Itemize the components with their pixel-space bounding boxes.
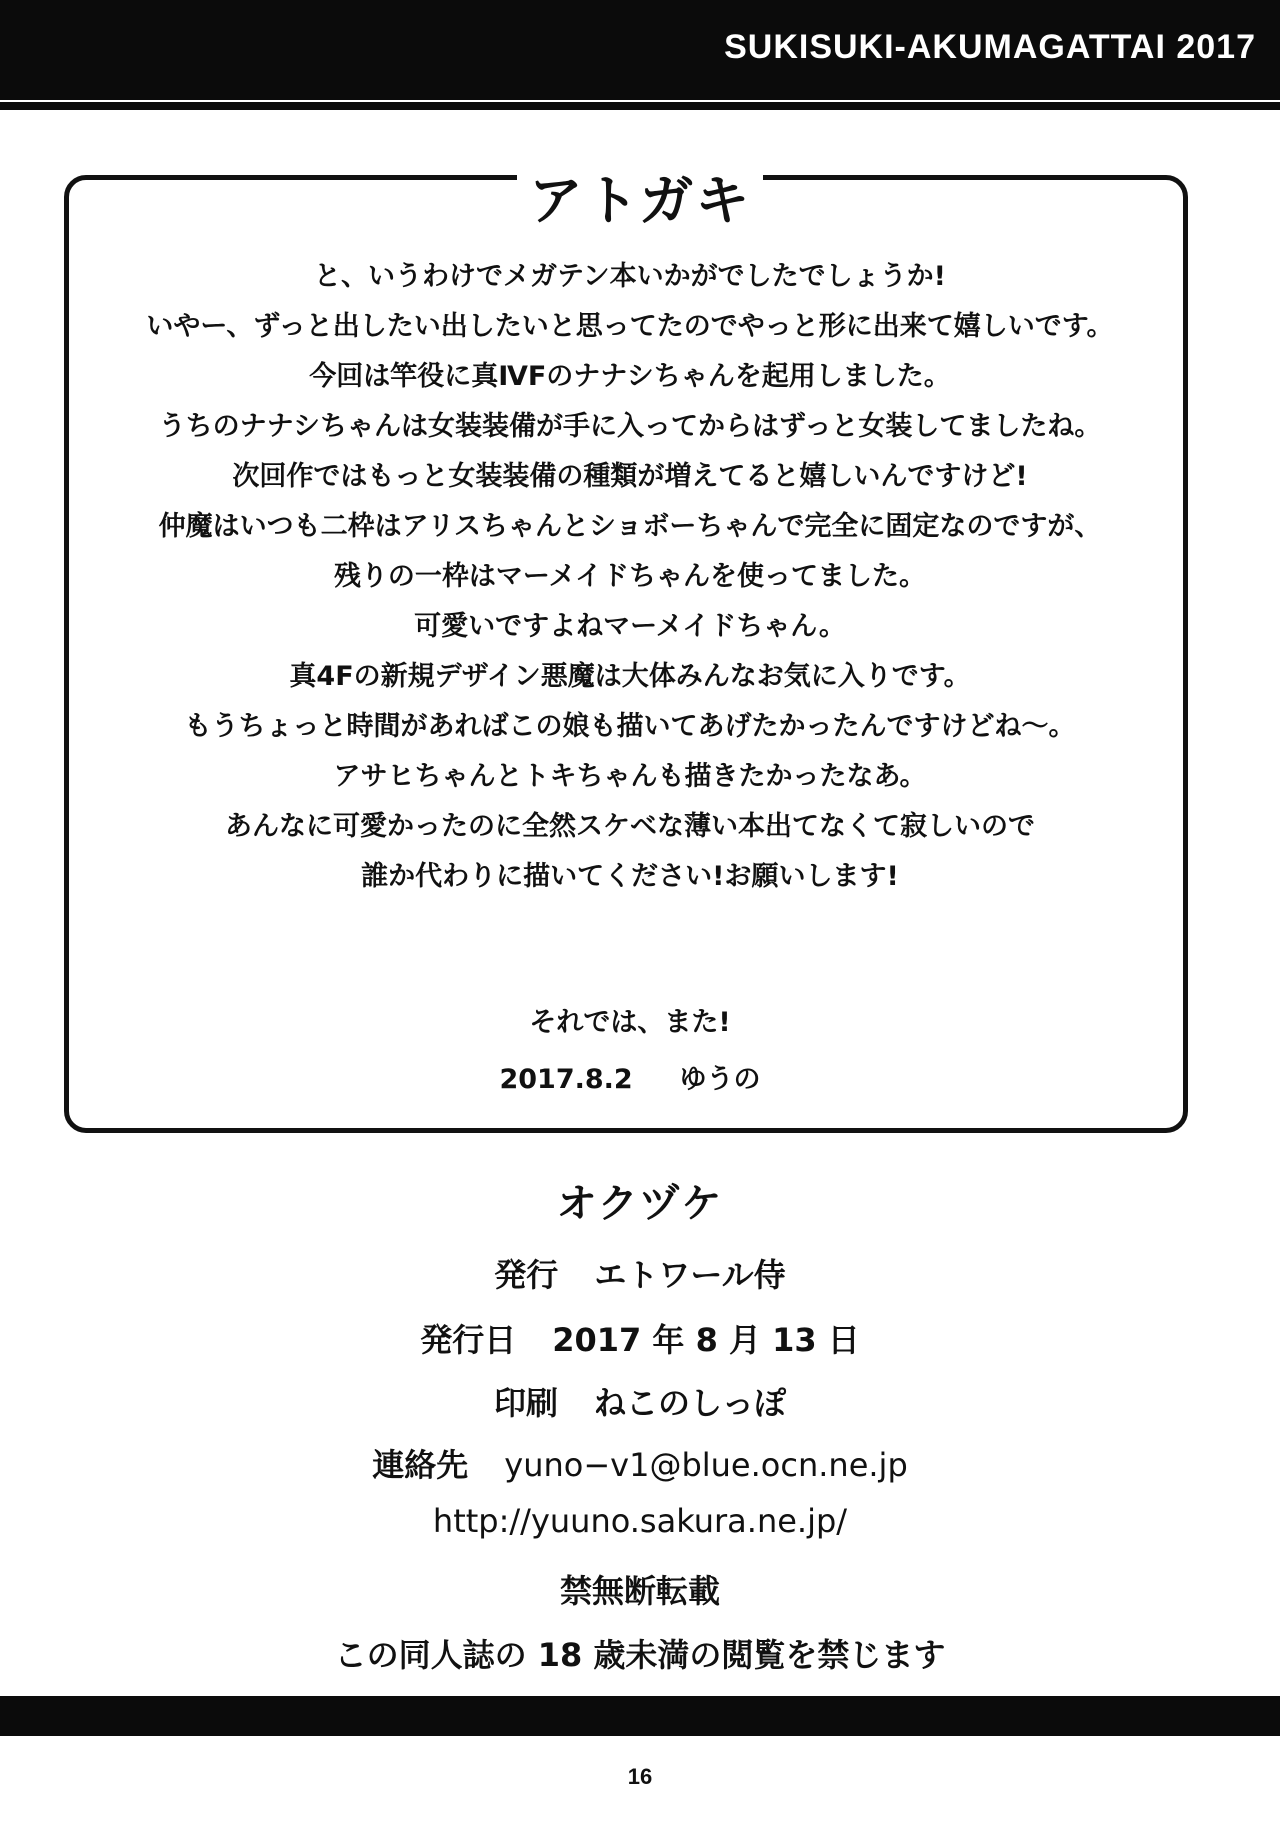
afterword-line: 残りの一枠はマーメイドちゃんを使ってました。 <box>333 561 927 592</box>
afterword-line: 誰か代わりに描いてください!お願いします! <box>361 861 899 892</box>
afterword-line: 可愛いですよねマーメイドちゃん。 <box>414 611 846 642</box>
publisher-value: エトワール侍 <box>594 1256 786 1294</box>
contact-label: 連絡先 <box>372 1446 469 1484</box>
afterword-line: 真4Fの新規デザイン悪魔は大体みんなお気に入りです。 <box>289 661 971 692</box>
header-divider <box>0 100 1280 102</box>
footer-band <box>0 1696 1280 1736</box>
afterword-line: あんなに可愛かったのに全然スケベな薄い本出てなくて寂しいので <box>225 811 1035 842</box>
signature-line <box>80 1057 1180 1096</box>
colophon-publisher <box>0 1250 1280 1296</box>
afterword-line: 仲魔はいつも二枠はアリスちゃんとショボーちゃんで完全に固定なのですが、 <box>158 511 1102 542</box>
afterword-line: 今回は竿役に真ⅣFのナナシちゃんを起用しました。 <box>309 361 951 392</box>
printer-label: 印刷 <box>493 1384 558 1422</box>
afterword-line: 次回作ではもっと女装装備の種類が増えてると嬉しいんですけど! <box>232 461 1028 492</box>
colophon-heading: オクヅケ <box>556 1181 724 1227</box>
afterword-title: アトガキ <box>517 169 763 232</box>
afterword-line: いやー、ずっと出したい出したいと思ってたのでやっと形に出来て嬉しいです。 <box>146 311 1114 342</box>
afterword-line: アサヒちゃんとトキちゃんも描きたかったなあ。 <box>333 761 927 792</box>
closing-line: それでは、また! <box>529 1007 731 1038</box>
header-band <box>0 0 1280 110</box>
publisher-label: 発行 <box>494 1256 559 1294</box>
colophon-contact <box>0 1440 1280 1486</box>
contact-email: yuno−v1@blue.ocn.ne.jp <box>504 1446 908 1484</box>
afterword-text <box>80 252 1180 902</box>
colophon-date <box>0 1315 1280 1361</box>
afterword-line: もうちょっと時間があればこの娘も描いてあげたかったんですけどね～。 <box>184 711 1076 742</box>
afterword-heading <box>0 158 1280 235</box>
colophon-age-notice: この同人誌の 18 歳未満の閲覧を禁じます <box>334 1636 946 1674</box>
colophon-notice: 禁無断転載 <box>559 1572 720 1610</box>
header-title: SUKISUKI-AKUMAGATTAI 2017 <box>724 28 1256 66</box>
colophon-url: http://yuuno.sakura.ne.jp/ <box>432 1502 848 1540</box>
printer-value: ねこのしっぽ <box>594 1384 787 1422</box>
date-value: 2017 年 8 月 13 日 <box>552 1321 860 1359</box>
signature-author: ゆうの <box>679 1064 761 1095</box>
page-number: 16 <box>627 1764 653 1789</box>
date-label: 発行日 <box>420 1321 517 1359</box>
colophon-printer <box>0 1378 1280 1424</box>
afterword-line: うちのナナシちゃんは女装装備が手に入ってからはずっと女装してましたね。 <box>158 411 1102 442</box>
signature-date: 2017.8.2 <box>499 1064 633 1095</box>
afterword-line: と、いうわけでメガテン本いかがでしたでしょうか! <box>314 261 946 292</box>
